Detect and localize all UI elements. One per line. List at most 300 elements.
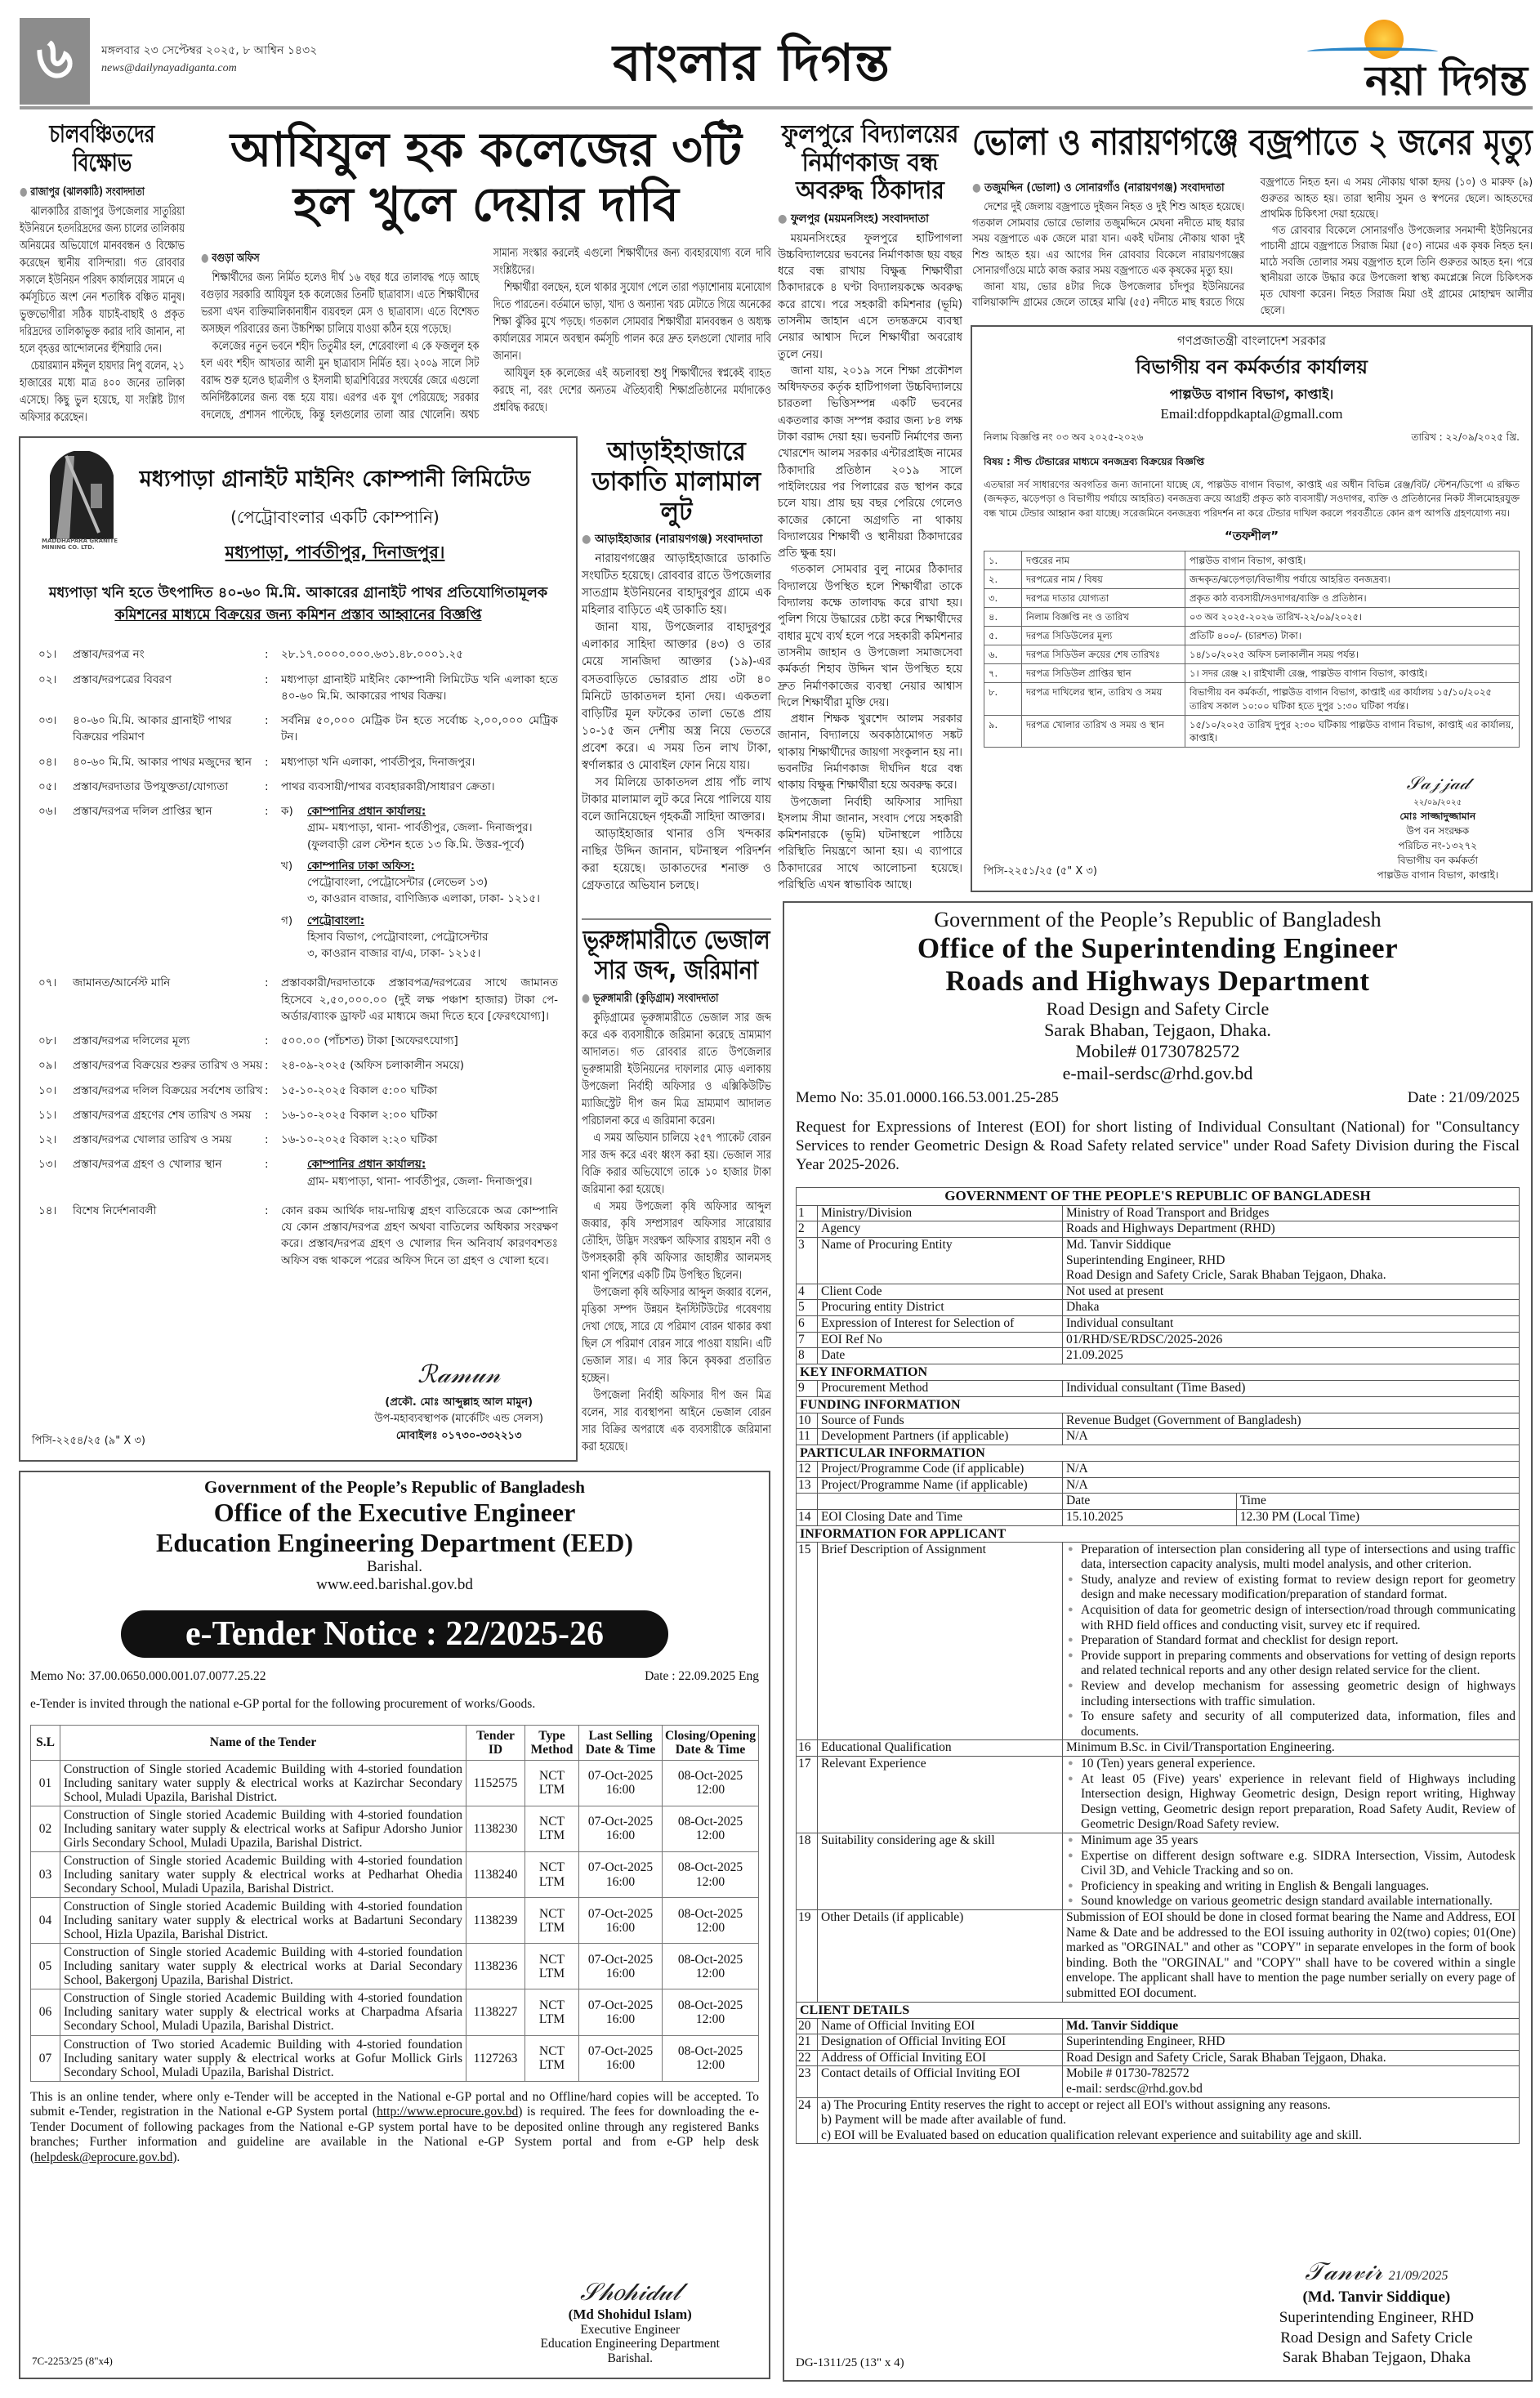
tender-details-list bbox=[38, 646, 558, 1269]
last-selling: 07-Oct-2025 16:00 bbox=[579, 1898, 663, 1944]
row-number: 3 bbox=[797, 1238, 818, 1284]
office-address: Sarak Bhaban, Tejgaon, Dhaka. bbox=[1044, 1019, 1271, 1040]
schedule-row bbox=[984, 569, 1520, 588]
eoi-row bbox=[797, 2050, 1520, 2066]
row-value: Ministry of Road Transport and Bridges bbox=[1063, 1205, 1520, 1221]
row-label: দপ্তরের নাম bbox=[1022, 551, 1185, 569]
value-line: ১৬-১০-২০২৫ বিকাল ২:২০ ঘটিকা bbox=[281, 1133, 438, 1146]
story-content bbox=[778, 121, 962, 893]
office-email[interactable]: e-mail-serdsc@rhd.gov.bd bbox=[1062, 1062, 1253, 1083]
row-value bbox=[281, 646, 558, 663]
detail-row bbox=[38, 1156, 558, 1195]
row-number: 18 bbox=[797, 1833, 818, 1909]
row-number: ৮. bbox=[984, 683, 1022, 715]
sub-item-line: ৩, কাওরান বাজার বা/এ, ঢাকা- ১২১৫। bbox=[307, 947, 481, 960]
story-paragraph: দেশের দুই জেলায় বজ্রপাতে দুইজন নিহত ও দুই শিশু আহত হয়েছে। গতকাল সোমবার ভোরে ভোলার তজুমদ্দিনে মেঘনা নদীতে মাছ ধরার সময় বজ্রপাতে এক জেলে মারা যান। একই ঘটনায় নৌকায় থাকা দুই শিশু আহত হয়। এর আগের দিন রোববার বিকেলে নারায়ণগঞ্জের সোনারগাঁওয়ে মাঠে কাজ করার সময় বজ্রপাতে এক কৃষকের মৃত্যু হয়। bbox=[972, 200, 1245, 278]
row-number: ৩. bbox=[984, 588, 1022, 607]
detail-row bbox=[38, 1083, 558, 1099]
row-label: Project/Programme Name (if applicable) bbox=[818, 1477, 1063, 1494]
table-title: GOVERNMENT OF THE PEOPLE'S REPUBLIC OF BANGLADESH bbox=[797, 1188, 1520, 1205]
detail-row bbox=[38, 672, 558, 705]
notice-headline-line1: মধ্যপাড়া খনি হতে উৎপাদিত ৪০-৬০ মি.মি. আকারের গ্রানাইট পাথর প্রতিযোগিতামূলক bbox=[48, 585, 548, 601]
sub-item bbox=[281, 803, 558, 853]
signature-block bbox=[374, 1355, 543, 1445]
eoi-row bbox=[797, 1462, 1520, 1478]
office-mobile: Mobile# 01730782572 bbox=[1075, 1041, 1240, 1062]
eoi-row bbox=[797, 1380, 1520, 1396]
bullet-item: ● Proficiency in speaking and writing in English & Bengali languages. bbox=[1066, 1879, 1515, 1895]
value-line: মধ্যপাড়া গ্রানাইট মাইনিং কোম্পানী লিমিটেড খনি এলাকা হতে ৪০-৬০ মি.মি. আকারের পাথর বিক্রয়। bbox=[281, 672, 558, 703]
closing-opening: 08-Oct-2025 12:00 bbox=[663, 2035, 759, 2081]
row-number: ০৫। bbox=[38, 779, 57, 793]
row-colon: : bbox=[265, 672, 269, 686]
row-number: 23 bbox=[797, 2066, 818, 2097]
eoi-row bbox=[797, 1477, 1520, 1494]
row-number: ০৬। bbox=[38, 805, 57, 818]
section-header: CLIENT DETAILS bbox=[797, 2002, 1520, 2018]
row-colon: : bbox=[265, 755, 269, 769]
row-label: প্রস্তাব/দরপত্র দলিল প্রাপ্তির স্থান bbox=[73, 805, 212, 818]
row-label: Other Details (if applicable) bbox=[818, 1909, 1063, 2002]
row-number: ০৩। bbox=[38, 714, 57, 727]
byline: ● ফুলপুর (ময়মনসিংহ) সংবাদদাতা bbox=[778, 209, 962, 229]
sub-item-line: ৩, কাওরান বাজার, বাণিজ্যিক এলাকা, ঢাকা- ১২১৫। bbox=[307, 892, 540, 906]
eoi-row bbox=[797, 1833, 1520, 1909]
eoi-row bbox=[797, 1205, 1520, 1221]
row-number: 24 bbox=[797, 2097, 818, 2144]
signer-line: পাল্পউড বাগান বিভাগ, কাপ্তাই। bbox=[1377, 869, 1498, 881]
ad-content bbox=[38, 462, 558, 1269]
tender-name: Construction of Two storied Academic Building with 4-storied foundation Including sanitary water supply & electrical works at Gofur Mollick Girls Secondary School, Muladi Upazila, Barishal District. bbox=[60, 2035, 466, 2081]
story-paragraph: এ সময় উপজেলা কৃষি অফিসার আব্দুল জব্বার, কৃষি সম্প্রসারণ অফিসার সারোয়ার তৌহিদ, উদ্ভিদ সংরক্ষণ অফিসার রায়হান নবী ও উপসহকারী কৃষি অফিসার জাহাঙ্গীর আলমসহ থানা পুলিশের একটি টিম উপস্থিত ছিলেন। bbox=[582, 1199, 771, 1282]
row-label: Ministry/Division bbox=[818, 1205, 1063, 1221]
row-value: Dhaka bbox=[1063, 1300, 1520, 1316]
row-value: Revenue Budget (Government of Bangladesh) bbox=[1063, 1413, 1520, 1429]
row-value bbox=[1063, 1833, 1520, 1909]
ad-code: পিসি-২২৫১/২৫ (৫" X ৩) bbox=[984, 865, 1097, 877]
bullet-item: ● 10 (Ten) years general experience. bbox=[1066, 1757, 1515, 1772]
row-label: Educational Qualification bbox=[818, 1740, 1063, 1757]
eoi-row bbox=[797, 2066, 1520, 2097]
row-value: প্রতিটি ৪০০/- (চারশত) টাকা। bbox=[1185, 627, 1520, 645]
row-label: দরপত্র দাখিলের স্থান, তারিখ ও সময় bbox=[1022, 683, 1185, 715]
row-number: 6 bbox=[797, 1316, 818, 1333]
story-paragraph: ময়মনসিংহের ফুলপুরে হাটিপাগলা উচ্চবিদ্যালয়ের ভবনের নির্মাণকাজ ছয় বছর ধরে বন্ধ রাখায় বিক্ষুব্ধ শিক্ষার্থীরা ঠিকাদারকে ৪ ঘণ্টা বিদ্যালয়কক্ষে অবরুদ্ধ করে রাখে। পরে সহকারী কমিশনার (ভূমি) তাসনীম জাহান এসে তদন্তক্রমে ব্যবস্থা নেয়ার আশ্বাস দিলে শিক্ষার্থীরা অবরোধ তুলে নেয়। bbox=[778, 231, 962, 361]
sub-item-title: পেট্রোবাংলা: bbox=[307, 913, 365, 927]
tender-id: 1138239 bbox=[466, 1898, 525, 1944]
signer-name: (প্রকৌ. মোঃ আব্দুল্লাহ আল মামুন) bbox=[385, 1395, 533, 1409]
eoi-row bbox=[797, 1364, 1520, 1380]
last-selling: 07-Oct-2025 16:00 bbox=[579, 1944, 663, 1989]
sub-item-line: গ্রাম- মধ্যপাড়া, থানা- পার্বতীপুর, জেলা- দিনাজপুর। bbox=[307, 1174, 533, 1188]
row-number: ১৩। bbox=[38, 1158, 57, 1172]
tender-id: 1152575 bbox=[466, 1760, 525, 1806]
serial: 02 bbox=[31, 1806, 60, 1851]
type-method: NCT LTM bbox=[525, 1989, 579, 2035]
value-line: পাথর ব্যবসায়ী/পাথর ব্যবহারকারী/সাধারণ ক্রেতা। bbox=[281, 779, 495, 793]
memo-number: Memo No: 37.00.0650.000.001.07.0077.25.22 bbox=[30, 1668, 266, 1683]
office-website[interactable]: www.eed.barishal.gov.bd bbox=[316, 1575, 473, 1593]
serial: 03 bbox=[31, 1851, 60, 1897]
column-header: S.L bbox=[31, 1725, 60, 1760]
row-number: 10 bbox=[797, 1413, 818, 1429]
row-label: দরপত্র দাতার যোগ্যতা bbox=[1022, 588, 1185, 607]
sub-item bbox=[281, 858, 558, 908]
story-paragraph: কুড়িগ্রামের ভূরুঙ্গামারীতে ভেজাল সার জব্দ করে এক ব্যবসায়ীকে জরিমানা করেছে ভ্রাম্যমাণ আদালত। গত রোববার রাতে উপজেলার ভূরুঙ্গামারী ইউনিয়নের দাফালার মোড় এলাকায় উপজেলা নির্বাহী অফিসার ও এক্সিকিউটিভ ম্যাজিস্ট্রেট দীপ জন মিত্র ভ্রাম্যমাণ আদালত পরিচালনা করে এ জরিমানা করেন। bbox=[582, 1011, 771, 1128]
signer-mobile: মোবাইলঃ ০১৭৩০-৩৩২২১৩ bbox=[395, 1430, 522, 1443]
last-selling: 07-Oct-2025 16:00 bbox=[579, 1806, 663, 1851]
ad-code: পিসি-২২৫৪/২৫ (৯" X ৩) bbox=[32, 1435, 145, 1447]
story-bhola bbox=[972, 175, 1533, 319]
tender-id: 1127263 bbox=[466, 2035, 525, 2081]
row-label: Development Partners (if applicable) bbox=[818, 1429, 1063, 1445]
value-line: Road Design and Safety Cricle, Sarak Bhaban Tejgaon, Dhaka. bbox=[1066, 1268, 1386, 1283]
eoi-row bbox=[797, 1445, 1520, 1461]
story-rajapur bbox=[20, 121, 185, 426]
bullet-item: ● At least 05 (Five) years' experience in relevant field of Highways including Intersection design, Highway Geometric design, Design report writing, Highway Design vetting, Geometric design report preparation, Road Safety Audit, Review of Geometric Design/Road Safety review. bbox=[1066, 1772, 1515, 1833]
office-title: Office of the Superintending Engineer bbox=[917, 932, 1399, 964]
row-colon: : bbox=[265, 648, 269, 662]
government-line: Government of the People’s Republic of Bangladesh bbox=[934, 908, 1382, 931]
headline: চালবঞ্চিতদের বিক্ষোভ bbox=[49, 120, 155, 177]
type-method: NCT LTM bbox=[525, 1760, 579, 1806]
row-number: 13 bbox=[797, 1477, 818, 1494]
value-line: e-mail: serdsc@rhd.gov.bd bbox=[1066, 2082, 1203, 2097]
contact-email[interactable]: news@dailynayadiganta.com bbox=[101, 62, 237, 74]
story-paragraph: শিক্ষার্থীদের জন্য নির্মিত হলেও দীর্ঘ ১৬ বছর ধরে তালাবদ্ধ পড়ে আছে বগুড়ার সরকারি আযিযুল হক কলেজের তিনটি ছাত্রাবাস। এতে শিক্ষার্থীদের ভরসা এখন ব্যক্তিমালিকানাধীন ব্যয়বহুল মেস ও ছাত্রাবাস। এতে বিশেষত অসচ্ছল পরিবারের জন্য উচ্চশিক্ষা চালিয়ে যাওয়া কঠিন হয়ে পড়েছে। bbox=[201, 271, 480, 337]
closing-opening: 08-Oct-2025 12:00 bbox=[663, 1898, 759, 1944]
tender-name: Construction of Single storied Academic Building with 4-storied foundation Including sanitary water supply & electrical works at Kazirchar Secondary School, Muladi Upazila, Barishal District. bbox=[60, 1760, 466, 1806]
schedule-row bbox=[984, 664, 1520, 683]
row-label: Address of Official Inviting EOI bbox=[818, 2050, 1063, 2066]
date-header: Date bbox=[1063, 1494, 1237, 1510]
time-header: Time bbox=[1236, 1494, 1519, 1510]
story-araihazar bbox=[582, 436, 771, 895]
row-colon: : bbox=[265, 1059, 269, 1073]
row-value: Individual consultant (Time Based) bbox=[1063, 1380, 1520, 1396]
row-number: 12 bbox=[797, 1462, 818, 1478]
row-number: 22 bbox=[797, 2050, 818, 2066]
schedule-row bbox=[984, 551, 1520, 569]
schedule-row bbox=[984, 588, 1520, 607]
story-body bbox=[582, 1010, 771, 1456]
ad-content bbox=[796, 908, 1520, 2144]
bullet-item: ● Review and develop mechanism for assessing geometric design of highways including intersections with traffic simulation. bbox=[1066, 1679, 1515, 1709]
row-label: প্রস্তাব/দরপত্র বিক্রয়ের শুরুর তারিখ ও সময় bbox=[73, 1059, 263, 1073]
value-line: ৫০০.০০ (পাঁচশত) টাকা [অফেরৎযোগ্য] bbox=[281, 1034, 458, 1047]
signature: 𝒮𝒶𝒿𝒿𝒶𝒹 bbox=[1406, 773, 1469, 793]
header-divider bbox=[20, 106, 1533, 109]
value-line: কোন রকম আর্থিক দায়-দায়িত্ব গ্রহণ ব্যতিরেকে অত্র কোম্পানি যে কোন প্রস্তাব/দরপত্র গ্রহণ অথবা বাতিলের অধিকার সংরক্ষণ করে। প্রস্তাব/দরপত্র গ্রহণ ও খোলার দিন অনিবার্য কারণবশতঃ অফিস বন্ধ থাকলে পরের অফিস দিনে তা গ্রহণ ও খোলা হবে। bbox=[281, 1203, 558, 1267]
closing-opening: 08-Oct-2025 12:00 bbox=[663, 1806, 759, 1851]
row-value bbox=[1063, 1238, 1520, 1284]
row-label: প্রস্তাব/দরপত্র গ্রহণের শেষ তারিখ ও সময় bbox=[73, 1108, 252, 1122]
headline-azizul bbox=[204, 123, 768, 231]
type-method: NCT LTM bbox=[525, 1806, 579, 1851]
row-number: 4 bbox=[797, 1284, 818, 1300]
row-value: ০৩ অব ২০২৫-২০২৬ তারিখ-২২/০৯/২০২৫। bbox=[1185, 608, 1520, 627]
sub-item-line: (ফুলবাড়ী রেল স্টেশন হতে ১৩ কি.মি. উত্তর-পূর্বে) bbox=[307, 837, 524, 851]
row-label: দরপত্র সিডিউল ক্রয়ের শেষ তারিখঃ bbox=[1022, 645, 1185, 664]
serial: 06 bbox=[31, 1989, 60, 2035]
detail-row bbox=[38, 1057, 558, 1074]
row-colon: : bbox=[265, 1158, 269, 1172]
sub-item-body bbox=[307, 913, 489, 962]
row-label: প্রস্তাব/দরপত্র দলিল বিক্রয়ের সর্বশেষ তারিখ bbox=[73, 1083, 263, 1097]
row-value bbox=[281, 803, 558, 967]
eoi-row bbox=[797, 1525, 1520, 1542]
last-selling: 07-Oct-2025 16:00 bbox=[579, 1851, 663, 1897]
government-line: Government of the People’s Republic of Bangladesh bbox=[204, 1477, 585, 1497]
row-label: EOI Ref No bbox=[818, 1332, 1063, 1348]
tender-name: Construction of Single storied Academic Building with 4-storied foundation Including sanitary water supply & electrical works at Safipur Adorsho Junior Girls Secondary School, Muladi Upazila, Barishal District. bbox=[60, 1806, 466, 1851]
office-subtitle: পাল্পউড বাগান বিভাগ, কাপ্তাই। bbox=[1169, 386, 1334, 402]
section-header: FUNDING INFORMATION bbox=[797, 1396, 1520, 1413]
notice-body: এতদ্বারা সর্ব সাধারণের অবগতির জন্য জানানো যাচ্ছে যে, পাল্পউড বাগান বিভাগ, কাপ্তাই এর অধীন বিভিন্ন রেঞ্জ/বিট/ স্টেশন/ডিপো এ রক্ষিত (জব্দকৃত, ঝড়েপড়া ও বিভাগীয় পর্যায়ে আহরিত) বনজদ্রব্য ক্রয়ে আগ্রহী প্রকৃত কাঠ ব্যবসায়ী/ সওদাগর, ব্যক্তি ও প্রতিষ্ঠানের নিকট সীলমোহরযুক্ত বন্ধ খামে টেন্ডার আহ্বান করা যাচ্ছে। সরেজমিনে বনজদ্রব্য পরিদর্শন না করে টেন্ডার দাখিল করলে পরবর্তীতে কোন রূপ আপত্তি গ্রহণযোগ্য নয়। bbox=[984, 479, 1520, 519]
row-label: প্রস্তাব/দরপত্রের বিবরণ bbox=[73, 672, 172, 686]
sub-item-title: কোম্পানির প্রধান কার্যালয়: bbox=[307, 1158, 426, 1172]
value-line: ১৬-১০-২০২৫ বিকাল ২:০০ ঘটিকা bbox=[281, 1108, 438, 1122]
row-number: ১০। bbox=[38, 1083, 57, 1097]
schedule-row bbox=[984, 715, 1520, 747]
office-title: Office of the Executive Engineer bbox=[213, 1498, 576, 1527]
headline-text: ভোলা ও নারায়ণগঞ্জে বজ্রপাতে ২ জনের মৃত্যু bbox=[972, 122, 1533, 163]
row-value bbox=[1063, 1757, 1520, 1833]
eoi-row bbox=[797, 1188, 1520, 1205]
row-number: ১. bbox=[984, 551, 1022, 569]
sub-item-title: কোম্পানির প্রধান কার্যালয়: bbox=[307, 805, 426, 818]
signature-block bbox=[1377, 770, 1498, 882]
row-colon: : bbox=[265, 779, 269, 793]
eoi-row bbox=[797, 1909, 1520, 2002]
row-value: Individual consultant bbox=[1063, 1316, 1520, 1333]
signer-line: Road Design and Safety Cricle bbox=[1280, 2329, 1473, 2347]
row-value: Superintending Engineer, RHD bbox=[1063, 2034, 1520, 2051]
row-value: বিভাগীয় বন কর্মকর্তা, পাল্পউড বাগান বিভাগ, কাপ্তাই এর কার্যালয় ১৫/১০/২০২৫ তারিখ সকাল ১০:০০ ঘটিকা হতে দুপুর ১:৩০ ঘটিকা পর্যন্ত। bbox=[1185, 683, 1520, 715]
headline-text: আযিযুল হক কলেজের ৩টি হল খুলে দেয়ার দাবি bbox=[230, 122, 743, 232]
section-header: PARTICULAR INFORMATION bbox=[797, 1445, 1520, 1461]
row-number: ০২। bbox=[38, 672, 57, 686]
sub-item-mark: গ) bbox=[281, 913, 293, 927]
story-paragraph: উপজেলা নির্বাহী অফিসার সাদিয়া ইসলাম সীমা জানান, সংবাদ পেয়ে সহকারী কমিশনারকে (ভূমি) ঘটনাস্থলে পাঠিয়ে পরিস্থিতি নিয়ন্ত্রণে আনা হয়। এ ব্যাপারে ঠিকাদারের সাথে আলোচনা হয়েছে। পরিস্থিতি এখন স্বাভাবিক আছে। bbox=[778, 795, 962, 892]
tender-row bbox=[31, 1989, 759, 2035]
last-selling: 07-Oct-2025 16:00 bbox=[579, 2035, 663, 2081]
row-value bbox=[281, 712, 558, 746]
eoi-row bbox=[797, 1316, 1520, 1333]
story-paragraph: গতকাল সোমবার বুলু নামের ঠিকাদার বিদ্যালয়ে উপস্থিত হলে শিক্ষার্থীরা তাকে বিদ্যালয় কক্ষে তালাবদ্ধ করে রাখা হয়। পুলিশ গিয়ে উদ্ধারের চেষ্টা করে শিক্ষার্থীদের বাধার মুখে ব্যর্থ হলে পরে সহকারী কমিশনার তাসনীম জাহান ও উপজেলা সমাজসেবা কর্মকর্তা শিহাব উদ্দিন খান উপস্থিত হয়ে দ্রুত নির্মাণকাজের ব্যবস্থা নেয়ার আশ্বাস দিলে শিক্ষার্থীরা মুক্তি দেয়। bbox=[778, 563, 962, 709]
detail-row bbox=[38, 1132, 558, 1148]
closing-date: 15.10.2025 bbox=[1063, 1509, 1237, 1525]
eoi-row bbox=[797, 2002, 1520, 2018]
row-number: 11 bbox=[797, 1429, 818, 1445]
tender-table bbox=[30, 1725, 759, 2082]
row-colon: : bbox=[265, 976, 269, 990]
helpdesk-email-link[interactable]: helpdesk@eprocure.gov.bd bbox=[34, 2150, 173, 2165]
row-value: N/A bbox=[1063, 1429, 1520, 1445]
bullet-item: ● To ensure safety and security of all computerized data, information, files and documents. bbox=[1066, 1709, 1515, 1739]
row-value bbox=[281, 1156, 558, 1195]
row-value: ১৫/১০/২০২৫ তারিখ দুপুর ২:৩০ ঘটিকায় পাল্পউড বাগান বিভাগ, কাপ্তাই এর কার্যালয়, কাপ্তাই। bbox=[1185, 715, 1520, 747]
column-header: Last Selling Date & Time bbox=[579, 1725, 663, 1760]
serial: 07 bbox=[31, 2035, 60, 2081]
row-label: Procuring entity District bbox=[818, 1300, 1063, 1316]
signature: 𝒯𝒶𝓃𝓋𝒾𝓇 21/09/2025 bbox=[1305, 2258, 1448, 2286]
row-label: Relevant Experience bbox=[818, 1757, 1063, 1833]
row-number: ১১। bbox=[38, 1108, 57, 1122]
row-colon: : bbox=[265, 805, 269, 818]
serial: 01 bbox=[31, 1760, 60, 1806]
eoi-row bbox=[797, 1396, 1520, 1413]
row-value bbox=[281, 1083, 558, 1099]
row-value bbox=[281, 1132, 558, 1148]
eoi-row bbox=[797, 1413, 1520, 1429]
detail-row bbox=[38, 712, 558, 746]
sub-item-line: হিসাব বিভাগ, পেট্রোবাংলা, পেট্রোসেন্টার bbox=[307, 930, 489, 944]
signer-line: পরিচিত নং-১৩২৭২ bbox=[1398, 840, 1478, 851]
closing-time: 12.30 PM (Local Time) bbox=[1236, 1509, 1519, 1525]
last-selling: 07-Oct-2025 16:00 bbox=[579, 1760, 663, 1806]
notice-number: নিলাম বিজ্ঞপ্তি নং ০৩ অব ২০২৫-২০২৬ bbox=[984, 431, 1144, 443]
circle-name: Road Design and Safety Circle bbox=[1046, 998, 1270, 1019]
headline: ভূরুঙ্গামারীতে ভেজাল সার জব্দ, জরিমানা bbox=[583, 924, 770, 985]
request-text: Request for Expressions of Interest (EOI) for short listing of Individual Consultant (National) for "Consultancy Services to render Geometric Design & Road Safety related service" under Road Safety Division during the Fiscal Year 2025-2026. bbox=[796, 1119, 1520, 1173]
row-label: Procurement Method bbox=[818, 1380, 1063, 1396]
eoi-row bbox=[797, 1300, 1520, 1316]
schedule-title: “তফশীল” bbox=[1224, 528, 1279, 543]
tender-id: 1138240 bbox=[466, 1851, 525, 1897]
row-colon: : bbox=[265, 1034, 269, 1047]
signature: ℛ𝒶𝓂𝓊𝓃 bbox=[417, 1360, 501, 1388]
story-body bbox=[778, 230, 962, 894]
section-header: INFORMATION FOR APPLICANT bbox=[797, 1525, 1520, 1542]
type-method: NCT LTM bbox=[525, 1851, 579, 1897]
signer-line: Sarak Bhaban Tejgaon, Dhaka bbox=[1282, 2349, 1471, 2367]
detail-row bbox=[38, 1033, 558, 1049]
eoi-row bbox=[797, 1284, 1520, 1300]
bullet-item: ● Provide support in preparing comments and observations for vetting of design reports and related technical reports and any other design related service for the client. bbox=[1066, 1649, 1515, 1679]
value-line: ১৫-১০-২০২৫ বিকাল ৫:০০ ঘটিকা bbox=[281, 1083, 438, 1097]
row-value bbox=[281, 1107, 558, 1123]
ad-content bbox=[30, 1477, 759, 2166]
memo-date: Date : 21/09/2025 bbox=[1407, 1089, 1520, 1107]
tender-name: Construction of Single storied Academic Building with 4-storied foundation Including sanitary water supply & electrical works at Darial Secondary School, Bakergonj Upazila, Barishal District. bbox=[60, 1944, 466, 1989]
value-line: Md. Tanvir Siddique bbox=[1066, 1238, 1172, 1253]
company-name: মধ্যপাড়া গ্রানাইট মাইনিং কোম্পানী লিমিটেড bbox=[139, 467, 531, 492]
office-email[interactable]: Email:dfoppdkaptal@gmall.com bbox=[1160, 406, 1343, 422]
schedule-table bbox=[984, 551, 1520, 748]
column-header: Closing/Opening Date & Time bbox=[663, 1725, 759, 1760]
story-paragraph: ঝালকাঠির রাজাপুর উপজেলার সাতুরিয়া ইউনিয়নে হতদরিদ্রদের জন্য চালের তালিকায় অনিয়মের অভিযোগে মানববন্ধন ও বিক্ষোভ করেছেন স্থানীয় বাসিন্দারা। গত রোববার সকালে ইউনিয়ন পরিষদ কার্যালয়ের সামনে এ কর্মসূচিতে অংশ নেন শতাধিক বঞ্চিত মানুষ। ভুক্তভোগীরা সঠিক যাচাই-বাছাই ও প্রকৃত দরিদ্রদের তালিকাভুক্ত করার দাবি জানান, না হলে বৃহত্তর আন্দোলনের হুঁশিয়ারি দেন। bbox=[20, 205, 185, 356]
schedule-row bbox=[984, 627, 1520, 645]
story-paragraph: উপজেলা কৃষি অফিসার আব্দুল জব্বার বলেন, মৃত্তিকা সম্পদ উন্নয়ন ইনস্টিটিউটের গবেষণায় দেখা গেছে, সারে যে পরিমাণ বোরন থাকার কথা ছিল সে পরিমাণ বোরন সারে পাওয়া যায়নি। এটি ভেজাল সার। এ সার কিনে কৃষকরা প্রতারিত হচ্ছেন। bbox=[582, 1285, 771, 1385]
row-value: পাল্পউড বাগান বিভাগ, কাপ্তাই। bbox=[1185, 551, 1520, 569]
signature: 𝒮𝒽𝑜𝒽𝒾𝒹𝓊𝓁 bbox=[580, 2278, 681, 2306]
value-line: প্রস্তাবকারী/দরদাতাকে প্রস্তাবপত্র/দরপত্রের সাথে জামানত হিসেবে ২,৫০,০০০.০০ (দুই লক্ষ পঞ্চাশ হাজার) টাকা পে-অর্ডার/ব্যাংক ড্রাফট এর মাধ্যমে জমা দিতে হবে [ফেরৎযোগ্য]। bbox=[281, 976, 558, 1023]
bullet-item: ● Sound knowledge on various geometric design standard available internationally. bbox=[1066, 1894, 1515, 1909]
story-azizul bbox=[201, 245, 771, 424]
row-value bbox=[281, 672, 558, 705]
row-label: ৪০-৬০ মি.মি. আকার গ্রানাইট পাথর বিক্রয়ের পরিমাণ bbox=[73, 714, 232, 744]
byline: ● তজুমদ্দিন (ভোলা) ও সোনারগাঁও (নারায়ণগঞ্জ) সংবাদদাতা bbox=[972, 178, 1244, 198]
column-header: Name of the Tender bbox=[60, 1725, 466, 1760]
notes bbox=[818, 2097, 1520, 2144]
value-line: মধ্যপাড়া খনি এলাকা, পার্বতীপুর, দিনাজপুর। bbox=[281, 755, 475, 769]
row-number: ৭. bbox=[984, 664, 1022, 683]
serial: 04 bbox=[31, 1898, 60, 1944]
intro-text: e-Tender is invited through the national e-GP portal for the following procurement of works/Goods. bbox=[30, 1696, 536, 1711]
row-label: Name of Procuring Entity bbox=[818, 1238, 1063, 1284]
detail-row bbox=[38, 1107, 558, 1123]
tender-row bbox=[31, 1944, 759, 1989]
bullet-item: ● Preparation of Standard format and checklist for design report. bbox=[1066, 1633, 1515, 1649]
eoi-row bbox=[797, 2018, 1520, 2034]
government-line: গণপ্রজাতন্ত্রী বাংলাদেশ সরকার bbox=[1176, 333, 1327, 348]
row-label: Expression of Interest for Selection of bbox=[818, 1316, 1063, 1333]
closing-opening: 08-Oct-2025 12:00 bbox=[663, 1989, 759, 2035]
bullet-item: ● Study, analyze and review of existing format to review design report for geometry design and make necessary modification/preparation of standard format. bbox=[1066, 1573, 1515, 1603]
eoi-row bbox=[797, 1542, 1520, 1740]
eprocure-portal-link[interactable]: http://www.eprocure.gov.bd bbox=[377, 2105, 519, 2119]
sub-item-mark: খ) bbox=[281, 859, 293, 873]
sub-item bbox=[281, 913, 558, 962]
eoi-row bbox=[797, 2034, 1520, 2051]
sub-item-mark bbox=[281, 1156, 307, 1190]
sub-item-line: পেট্রোবাংলা, পেট্রোসেন্টার (লেভেল ১৩) bbox=[307, 876, 488, 889]
value-line: Superintending Engineer, RHD bbox=[1066, 1253, 1225, 1267]
eoi-row bbox=[797, 1740, 1520, 1757]
row-label bbox=[818, 1494, 1063, 1510]
story-paragraph: উপজেলা নির্বাহী অফিসার দীপ জন মিত্র বলেন, সার ব্যবস্থাপনা আইনে ভেজাল বোরন সার বিক্রির অপরাধে এক ব্যবসায়ীকে জরিমানা করা হয়েছে। bbox=[582, 1388, 771, 1454]
row-number: 19 bbox=[797, 1909, 818, 2002]
footer-text: This is an online tender, where only e-Tender will be accepted in the National e-GP portal and no Offline/hard copies will be accepted. To submit e-Tender, registration in the National e-GP System portal ( bbox=[30, 2089, 759, 2119]
schedule-row bbox=[984, 683, 1520, 715]
section-header: KEY INFORMATION bbox=[797, 1364, 1520, 1380]
row-label: Agency bbox=[818, 1221, 1063, 1238]
bullet-list bbox=[1066, 1543, 1515, 1740]
tender-name: Construction of Single storied Academic Building with 4-storied foundation Including sanitary water supply & electrical works at Badartuni Secondary School, Hizla Upazila, Barishal District. bbox=[60, 1898, 466, 1944]
eoi-row bbox=[797, 2097, 1520, 2144]
signature-block bbox=[1279, 2256, 1474, 2369]
row-number: ১৪। bbox=[38, 1203, 57, 1217]
logo-caption: MADDHAPARA GRANITE MINING CO. LTD. bbox=[42, 538, 118, 551]
row-value bbox=[281, 1057, 558, 1074]
eoi-row bbox=[797, 1238, 1520, 1284]
story-paragraph: এ সময় অভিযান চালিয়ে ২৫৭ প্যাকেট বোরন সার জব্দ করে এবং ধ্বংস করা হয়। ভেজাল সার বিক্রি করার অভিযোগে তাকে ১০ হাজার টাকা জরিমানা করা হয়েছে। bbox=[582, 1131, 771, 1196]
tender-row bbox=[31, 1898, 759, 1944]
type-method: NCT LTM bbox=[525, 2035, 579, 2081]
value-line: ২৪-০৯-২০২৫ (অফিস চলাকালীন সময়ে) bbox=[281, 1059, 465, 1073]
schedule-row bbox=[984, 645, 1520, 664]
row-number: 2 bbox=[797, 1221, 818, 1238]
row-label: প্রস্তাব/দরপত্র নং bbox=[73, 648, 145, 662]
story-content bbox=[201, 245, 771, 424]
byline: ● ভূরুঙ্গামারী (কুড়িগ্রাম) সংবাদদাতা bbox=[582, 989, 771, 1008]
row-number: ৪. bbox=[984, 608, 1022, 627]
signer-line: Barishal. bbox=[607, 2351, 653, 2366]
row-number: 9 bbox=[797, 1380, 818, 1396]
eed-tender-ad bbox=[19, 1471, 770, 2379]
story-paragraph: সব মিলিয়ে ডাকাতদল প্রায় পাঁচ লাখ টাকার মালামাল লুট করে নিয়ে পালিয়ে যায় বলে জানিয়েছেন গৃহকর্ত্রী সাহিদা আক্তার। bbox=[582, 775, 771, 824]
column-header: Tender ID bbox=[466, 1725, 525, 1760]
story-paragraph: প্রধান শিক্ষক খুরশেদ আলম সরকার জানান, বিদ্যালয়ে অবকাঠামোগত সঙ্কট থাকায় শিক্ষার্থীদের জায়গা সংকুলান হয় না। ভবনটির নির্মাণকাজ দীর্ঘদিন ধরে বন্ধ থাকায় বিক্ষুব্ধ শিক্ষার্থীরা হয়ে অবরুদ্ধ করে। bbox=[778, 712, 962, 793]
signature-block bbox=[540, 2279, 720, 2366]
closing-opening: 08-Oct-2025 12:00 bbox=[663, 1760, 759, 1806]
section-title: বাংলার দিগন্ত bbox=[613, 33, 891, 92]
story-paragraph: আড়াইহাজার থানার ওসি খন্দকার নাছির উদ্দিন জানান, ঘটনাস্থল পরিদর্শন করা হয়েছে। ডাকাতদের শনাক্ত ও গ্রেফতারে অভিযান চলছে। bbox=[582, 827, 771, 892]
sub-item-mark: ক) bbox=[281, 805, 293, 818]
company-subtitle: (পেট্রোবাংলার একটি কোম্পানি) bbox=[230, 507, 440, 527]
serial: 05 bbox=[31, 1944, 60, 1989]
